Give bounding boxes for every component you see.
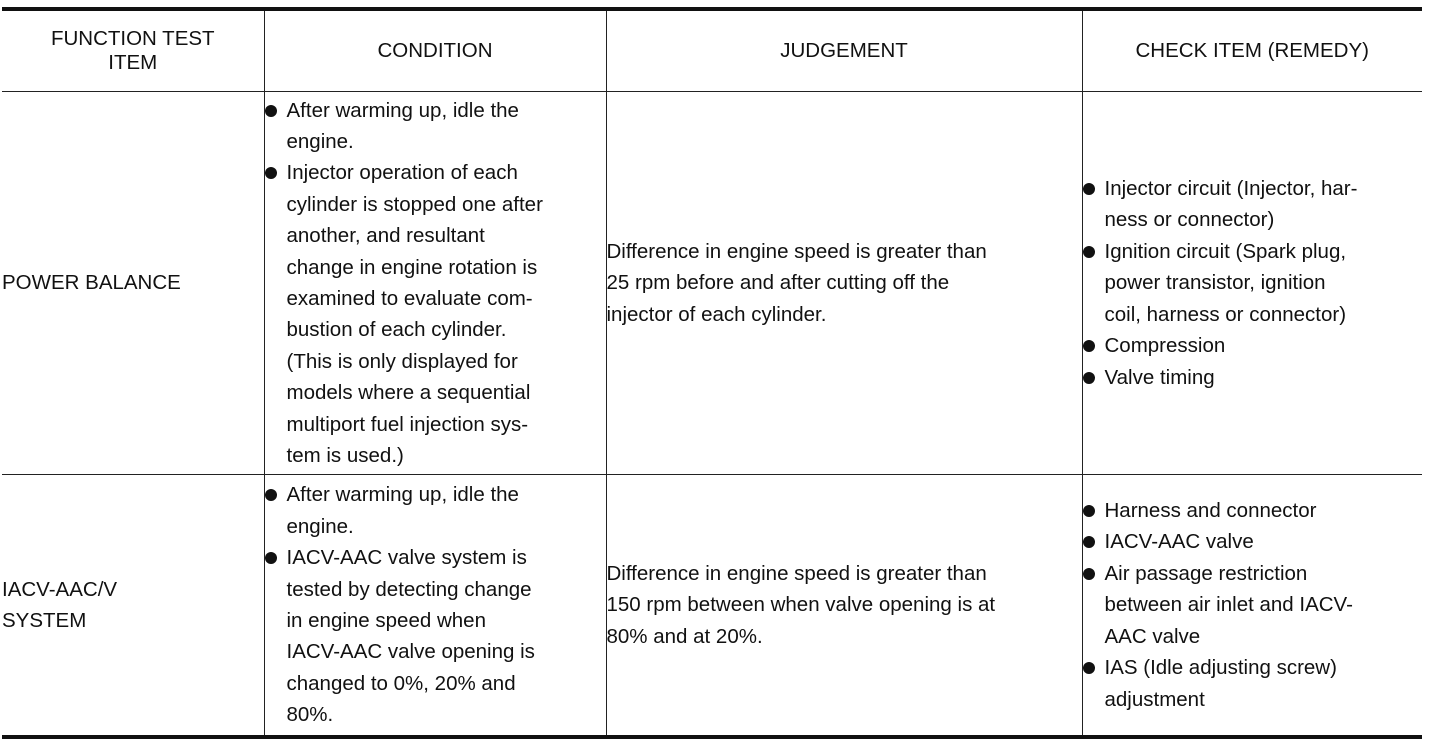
- text-line: another, and resultant: [286, 224, 485, 248]
- text-line: Injector operation of each: [286, 161, 518, 185]
- text-line: 150 rpm between when valve opening is at: [606, 593, 996, 617]
- text-line: change in engine rotation is: [286, 255, 538, 279]
- check-item-cell: [1082, 475, 1422, 738]
- text-line: coil, harness or connector): [1104, 302, 1347, 326]
- text-line: bustion of each cylinder.: [286, 318, 507, 342]
- check-bullet: [1083, 495, 1423, 526]
- check-bullet: [1083, 652, 1423, 715]
- table-row-power-balance: [2, 92, 1422, 475]
- bullet-dot-icon: [1083, 340, 1095, 352]
- condition-cell: [264, 92, 606, 475]
- check-bullet: [1083, 236, 1423, 330]
- condition-bullet: [265, 157, 606, 471]
- text-line: 25 rpm before and after cutting off the: [606, 271, 950, 295]
- text-line: Compression: [1104, 334, 1226, 358]
- item-name: POWER BALANCE: [2, 271, 181, 295]
- text-line: changed to 0%, 20% and: [286, 671, 516, 695]
- text-line: multiport fuel injection sys-: [286, 412, 529, 436]
- table-header: [2, 9, 1422, 92]
- judgement-cell: [606, 92, 1082, 475]
- text-line: Difference in engine speed is greater than: [606, 239, 987, 263]
- text-line: Valve timing: [1104, 365, 1215, 389]
- text-line: Harness and connector: [1104, 499, 1317, 523]
- text-line: 80%.: [286, 703, 334, 727]
- function-test-item-cell: [2, 92, 264, 475]
- text-line: examined to evaluate com-: [286, 287, 533, 310]
- bullet-dot-icon: [265, 105, 277, 117]
- check-bullet: [1083, 362, 1423, 393]
- condition-bullet: [265, 479, 606, 542]
- bullet-dot-icon: [265, 552, 277, 564]
- check-bullet: [1083, 173, 1423, 236]
- function-test-table: [2, 7, 1422, 739]
- text-line: AAC valve: [1104, 624, 1201, 648]
- condition-bullet: [265, 542, 606, 730]
- function-test-item-cell: [2, 475, 264, 738]
- text-line: After warming up, idle the: [286, 98, 519, 122]
- text-line: tested by detecting change: [286, 577, 532, 601]
- check-list: [1083, 173, 1423, 393]
- text-line: in engine speed when: [286, 609, 486, 632]
- check-bullet: [1083, 526, 1423, 557]
- bullet-dot-icon: [1083, 183, 1095, 195]
- text-line: IACV-AAC valve system is: [286, 546, 527, 570]
- text-line: 80% and at 20%.: [606, 624, 763, 648]
- header-row: [2, 9, 1422, 92]
- header-line: ITEM: [108, 51, 158, 74]
- text-line: Ignition circuit (Spark plug,: [1104, 239, 1347, 263]
- bullet-dot-icon: [1083, 505, 1095, 517]
- text-line: adjustment: [1104, 687, 1205, 711]
- item-name: IACV-AAC/V: [2, 577, 118, 601]
- header-judgement: JUDGEMENT: [606, 9, 1082, 92]
- text-line: ness or connector): [1104, 208, 1275, 232]
- header-condition: CONDITION: [264, 9, 606, 92]
- item-name: SYSTEM: [2, 609, 87, 632]
- judgement-cell: [606, 475, 1082, 738]
- bullet-dot-icon: [1083, 372, 1095, 384]
- text-line: IAS (Idle adjusting screw): [1104, 656, 1337, 680]
- text-line: cylinder is stopped one after: [286, 192, 543, 216]
- text-line: IACV-AAC valve: [1104, 530, 1254, 554]
- bullet-dot-icon: [265, 167, 277, 179]
- condition-bullet: [265, 95, 606, 158]
- header-check-item: CHECK ITEM (REMEDY): [1082, 9, 1422, 92]
- text-line: injector of each cylinder.: [606, 302, 827, 326]
- text-line: Injector circuit (Injector, har-: [1104, 177, 1358, 201]
- check-bullet: [1083, 330, 1423, 361]
- bullet-dot-icon: [1083, 662, 1095, 674]
- condition-list: [265, 479, 606, 730]
- text-line: IACV-AAC valve opening is: [286, 640, 535, 664]
- text-line: Air passage restriction: [1104, 561, 1308, 585]
- text-line: tem is used.): [286, 444, 404, 468]
- check-item-cell: [1082, 92, 1422, 475]
- table-row-iacv-aac-system: [2, 475, 1422, 738]
- check-bullet: [1083, 558, 1423, 652]
- bullet-dot-icon: [1083, 568, 1095, 580]
- text-line: between air inlet and IACV-: [1104, 593, 1353, 617]
- bullet-dot-icon: [1083, 246, 1095, 258]
- condition-cell: [264, 475, 606, 738]
- text-line: models where a sequential: [286, 381, 531, 405]
- check-list: [1083, 495, 1423, 715]
- header-line: FUNCTION TEST: [50, 27, 215, 50]
- table-body: [2, 92, 1422, 738]
- text-line: Difference in engine speed is greater than: [606, 561, 987, 585]
- bullet-dot-icon: [265, 489, 277, 501]
- condition-list: [265, 95, 606, 472]
- text-line: (This is only displayed for: [286, 349, 518, 373]
- text-line: engine.: [286, 514, 354, 538]
- text-line: engine.: [286, 129, 354, 153]
- text-line: power transistor, ignition: [1104, 271, 1326, 295]
- bullet-dot-icon: [1083, 536, 1095, 548]
- text-line: After warming up, idle the: [286, 483, 519, 507]
- header-function-test-item: [2, 9, 264, 92]
